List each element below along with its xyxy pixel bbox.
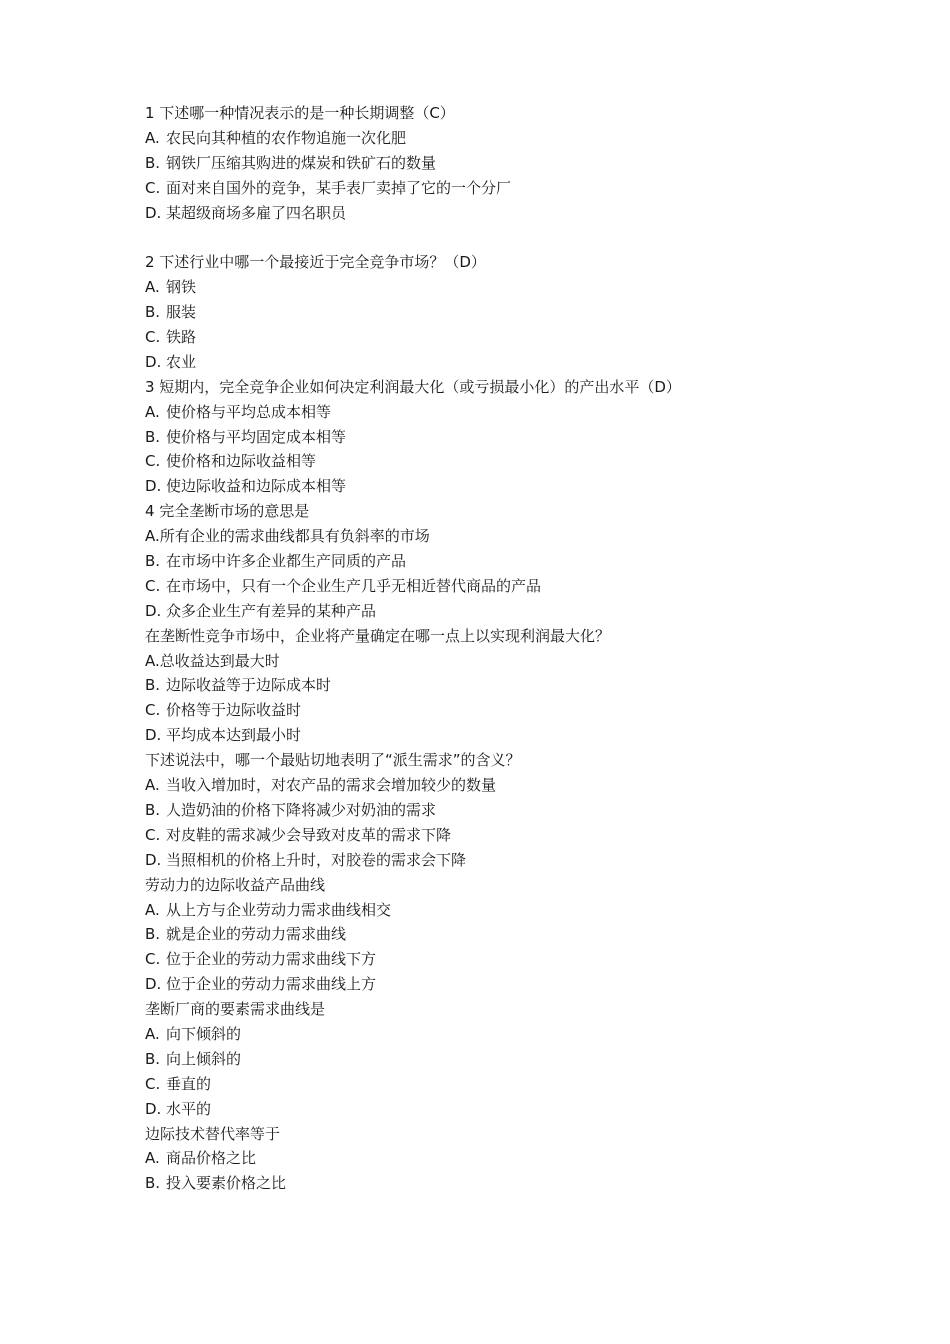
option-letter: A. bbox=[145, 1024, 160, 1043]
option-text: 服装 bbox=[166, 303, 197, 322]
option-text: 农业 bbox=[166, 352, 197, 371]
option-letter: D. bbox=[145, 726, 162, 745]
option-line bbox=[145, 275, 845, 300]
option-line bbox=[145, 599, 845, 624]
option-line bbox=[145, 449, 845, 474]
option-letter: B. bbox=[145, 1049, 161, 1068]
option-line bbox=[145, 1146, 845, 1171]
option-line bbox=[145, 649, 845, 674]
option-text: 对皮鞋的需求减少会导致对皮革的需求下降 bbox=[166, 825, 452, 844]
option-line bbox=[145, 201, 845, 226]
document-page bbox=[145, 101, 845, 1196]
option-text: 使价格和边际收益相等 bbox=[166, 452, 317, 471]
option-line bbox=[145, 350, 845, 375]
option-letter: A. bbox=[145, 900, 160, 919]
option-text: 所有企业的需求曲线都具有负斜率的市场 bbox=[159, 527, 430, 546]
question-stem: 3 短期内，完全竞争企业如何决定利润最大化（或亏损最小化）的产出水平（D） bbox=[145, 377, 681, 396]
option-letter: D. bbox=[145, 203, 162, 222]
option-line bbox=[145, 300, 845, 325]
option-letter: B. bbox=[145, 303, 161, 322]
option-line bbox=[145, 474, 845, 499]
option-letter: B. bbox=[145, 153, 161, 172]
option-letter: B. bbox=[145, 925, 161, 944]
option-letter: A. bbox=[145, 1149, 160, 1168]
option-letter: C. bbox=[145, 950, 161, 969]
option-text: 在市场中许多企业都生产同质的产品 bbox=[166, 552, 407, 571]
option-text: 位于企业的劳动力需求曲线上方 bbox=[166, 975, 377, 994]
question-stem: 边际技术替代率等于 bbox=[145, 1124, 281, 1143]
option-letter: C. bbox=[145, 452, 161, 471]
option-text: 向上倾斜的 bbox=[166, 1049, 242, 1068]
option-text: 农民向其种植的农作物追施一次化肥 bbox=[166, 128, 407, 147]
option-letter: B. bbox=[145, 552, 161, 571]
option-letter: A. bbox=[145, 527, 160, 546]
option-line bbox=[145, 922, 845, 947]
option-line bbox=[145, 947, 845, 972]
question-stem: 下述说法中，哪一个最贴切地表明了“派生需求”的含义？ bbox=[145, 751, 521, 770]
option-line bbox=[145, 126, 845, 151]
option-letter: B. bbox=[145, 800, 161, 819]
option-line bbox=[145, 325, 845, 350]
option-letter: A. bbox=[145, 776, 160, 795]
option-line bbox=[145, 972, 845, 997]
option-line bbox=[145, 798, 845, 823]
question-stem: 垄断厂商的要素需求曲线是 bbox=[145, 1000, 326, 1019]
option-text: 众多企业生产有差异的某种产品 bbox=[166, 601, 377, 620]
option-letter: A. bbox=[145, 128, 160, 147]
option-line bbox=[145, 549, 845, 574]
option-line bbox=[145, 898, 845, 923]
question-stem: 1 下述哪一种情况表示的是一种长期调整（C） bbox=[145, 104, 455, 122]
option-line bbox=[145, 574, 845, 599]
option-letter: D. bbox=[145, 352, 162, 371]
option-line bbox=[145, 1171, 845, 1196]
option-line bbox=[145, 698, 845, 723]
option-line bbox=[145, 823, 845, 848]
option-text: 垂直的 bbox=[166, 1074, 212, 1093]
option-letter: B. bbox=[145, 676, 161, 695]
option-letter: B. bbox=[145, 427, 161, 446]
option-letter: C. bbox=[145, 328, 161, 347]
question-stem: 2 下述行业中哪一个最接近于完全竞争市场？（D） bbox=[145, 253, 486, 272]
option-letter: C. bbox=[145, 178, 161, 197]
blank-line bbox=[145, 225, 845, 250]
option-text: 平均成本达到最小时 bbox=[166, 726, 302, 745]
option-line bbox=[145, 176, 845, 201]
option-text: 边际收益等于边际成本时 bbox=[166, 676, 332, 695]
option-text: 总收益达到最大时 bbox=[159, 651, 280, 670]
option-letter: D. bbox=[145, 975, 162, 994]
option-line bbox=[145, 1022, 845, 1047]
option-text: 钢铁 bbox=[166, 278, 197, 297]
option-text: 水平的 bbox=[166, 1099, 212, 1118]
option-line bbox=[145, 848, 845, 873]
option-text: 人造奶油的价格下降将减少对奶油的需求 bbox=[166, 800, 437, 819]
option-line bbox=[145, 151, 845, 176]
option-line bbox=[145, 524, 845, 549]
option-text: 在市场中，只有一个企业生产几乎无相近替代商品的产品 bbox=[166, 576, 542, 595]
option-letter: D. bbox=[145, 850, 162, 869]
option-text: 价格等于边际收益时 bbox=[166, 701, 302, 720]
option-letter: A. bbox=[145, 402, 160, 421]
option-text: 铁路 bbox=[166, 328, 197, 347]
option-line bbox=[145, 425, 845, 450]
option-text: 从上方与企业劳动力需求曲线相交 bbox=[166, 900, 392, 919]
option-letter: C. bbox=[145, 576, 161, 595]
option-letter: C. bbox=[145, 1074, 161, 1093]
option-letter: D. bbox=[145, 601, 162, 620]
question-stem: 4 完全垄断市场的意思是 bbox=[145, 502, 310, 521]
question-stem: 劳动力的边际收益产品曲线 bbox=[145, 875, 326, 894]
option-letter: C. bbox=[145, 825, 161, 844]
option-text: 使价格与平均固定成本相等 bbox=[166, 427, 347, 446]
option-text: 向下倾斜的 bbox=[166, 1024, 242, 1043]
option-text: 某超级商场多雇了四名职员 bbox=[166, 203, 347, 222]
option-text: 就是企业的劳动力需求曲线 bbox=[166, 925, 347, 944]
option-letter: D. bbox=[145, 477, 162, 496]
option-text: 钢铁厂压缩其购进的煤炭和铁矿石的数量 bbox=[166, 153, 437, 172]
option-letter: B. bbox=[145, 1174, 161, 1193]
option-text: 使边际收益和边际成本相等 bbox=[166, 477, 347, 496]
question-stem: 在垄断性竞争市场中，企业将产量确定在哪一点上以实现利润最大化？ bbox=[145, 626, 611, 645]
option-text: 面对来自国外的竞争，某手表厂卖掉了它的一个分厂 bbox=[166, 178, 512, 197]
option-letter: D. bbox=[145, 1099, 162, 1118]
option-text: 使价格与平均总成本相等 bbox=[166, 402, 332, 421]
option-line bbox=[145, 773, 845, 798]
option-line bbox=[145, 1097, 845, 1122]
option-text: 商品价格之比 bbox=[166, 1149, 257, 1168]
option-line bbox=[145, 673, 845, 698]
option-letter: A. bbox=[145, 651, 160, 670]
option-text: 当收入增加时，对农产品的需求会增加较少的数量 bbox=[166, 776, 497, 795]
option-line bbox=[145, 723, 845, 748]
option-letter: C. bbox=[145, 701, 161, 720]
option-letter: A. bbox=[145, 278, 160, 297]
option-text: 位于企业的劳动力需求曲线下方 bbox=[166, 950, 377, 969]
option-text: 当照相机的价格上升时，对胶卷的需求会下降 bbox=[166, 850, 467, 869]
option-line bbox=[145, 1047, 845, 1072]
option-line bbox=[145, 1072, 845, 1097]
option-text: 投入要素价格之比 bbox=[166, 1174, 287, 1193]
option-line bbox=[145, 400, 845, 425]
